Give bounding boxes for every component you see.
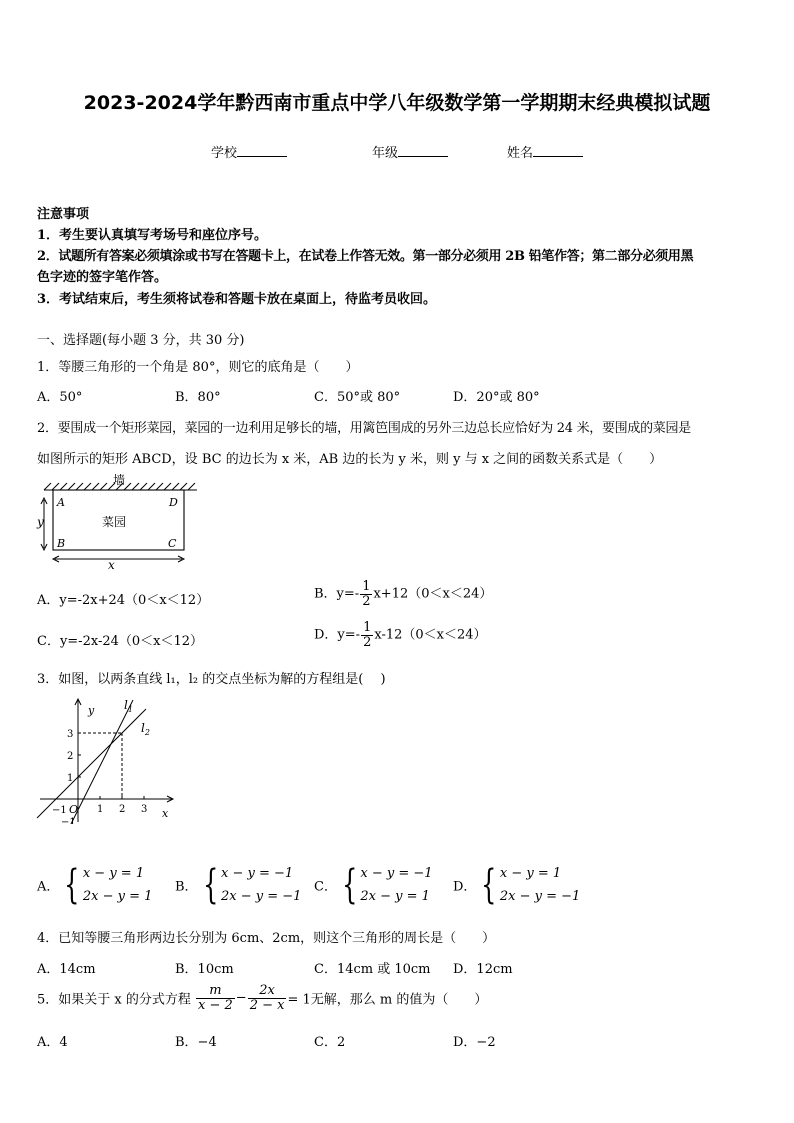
notes-heading: 注意事项 [37,207,90,222]
note-3: 3．考试结束后，考生须将试卷和答题卡放在桌面上，待监考员收回。 [37,292,437,307]
q4-stem: 4．已知等腰三角形两边长分别为 6cm、2cm，则这个三角形的周长是（ ） [37,931,496,946]
q3-stem: 3．如图，以两条直线 l₁，l₂ 的交点坐标为解的方程组是( ) [37,672,386,687]
school-label: 学校 [211,146,238,161]
q3-c-eq2: 2x − y = 1 [360,889,430,904]
l1-label: $l_1$ [124,698,133,714]
point-d-label: D [169,496,178,509]
note-2a: 2．试题所有答案必须填涂或书写在答题卡上，在试卷上作答无效。第一部分必须用 2B 铅笔作答；第二部分必须用黑 [37,249,694,264]
q4-option-d[interactable]: D．12cm [453,962,513,977]
y-length-label: y [37,515,44,529]
q1-option-a[interactable]: A．50° [37,390,83,405]
q5-option-d[interactable]: D．−2 [453,1035,496,1050]
y-tick-1: 1 [67,773,74,784]
q3-d-eq1: x − y = 1 [499,866,562,881]
q5-fraction-2: $\frac{2x}{2 - x}$ [249,983,285,1013]
q2-option-a[interactable]: A．y=-2x+24（0＜x＜12） [37,593,210,608]
name-blank[interactable] [533,144,583,157]
x-tick-1: 1 [97,804,104,815]
q2-b-suffix: x+12（0＜x＜24） [373,586,493,602]
q5-option-a[interactable]: A．4 [37,1035,68,1050]
q3-option-a[interactable]: A． { x − y = 1 2x − y = 1 [37,862,153,908]
y-tick-minus1: −1 [61,817,76,824]
q3-b-letter: B． [175,879,198,895]
q2-b-fraction: $\frac{1}{2}$ [362,579,371,609]
grade-field [372,142,448,161]
q5-option-b[interactable]: B．−4 [175,1035,217,1050]
y-tick-3: 3 [67,729,74,740]
y-axis-label: y [88,704,95,717]
q5-stem [37,984,487,1012]
q3-a-eq2: 2x − y = 1 [82,889,153,904]
q3-a-letter: A． [37,879,60,895]
grade-label: 年级 [372,146,399,161]
q1-option-d[interactable]: D．20°或 80° [453,390,540,405]
l2-label: $l_2$ [141,721,150,737]
q3-option-b[interactable]: B． { x − y = −1 2x − y = −1 [175,862,302,908]
q2-d-fraction: $\frac{1}{2}$ [363,620,372,650]
grade-blank[interactable] [398,144,448,157]
school-blank[interactable] [237,144,287,157]
x-tick-minus1: −1 [52,805,67,816]
q2-d-prefix: D．y=- [314,627,361,643]
note-1: 1．考生要认真填写考场号和座位序号。 [37,228,268,243]
q2-option-d[interactable] [314,621,487,649]
q5-fraction-1: $\frac{m}{x - 2}$ [198,983,233,1013]
section-heading: 一、选择题(每小题 3 分，共 30 分) [37,333,245,348]
q3-option-d[interactable]: D． { x − y = 1 2x − y = −1 [453,862,581,908]
q2-stem-line2: 如图所示的矩形 ABCD，设 BC 的边长为 x 米，AB 边的长为 y 米，则 y 与 x 之间的函数关系式是（ ） [37,452,663,467]
q2-b-prefix: B．y=- [314,586,360,602]
q4-option-c[interactable]: C．14cm 或 10cm [314,962,431,977]
q2-garden-figure [34,474,204,574]
garden-label: 菜园 [101,515,127,529]
line-l2 [37,709,146,818]
point-c-label: C [168,537,177,550]
q4-option-a[interactable]: A．14cm [37,962,96,977]
q1-option-c[interactable]: C．50°或 80° [314,390,401,405]
origin-label: O [69,803,79,816]
point-a-label: A [57,496,65,509]
point-b-label: B [57,537,66,550]
q1-option-b[interactable]: B．80° [175,390,221,405]
q4-option-b[interactable]: B．10cm [175,962,234,977]
q3-d-eq2: 2x − y = −1 [499,889,581,904]
q3-b-eq1: x − y = −1 [221,866,294,881]
name-label: 姓名 [507,146,534,161]
name-field [507,142,583,161]
x-tick-2: 2 [119,804,126,815]
x-axis-label: x [162,807,169,820]
q2-stem-line1: 2．要围成一个矩形菜园，菜园的一边利用足够长的墙，用篱笆围成的另外三边总长应恰好为 24 米，要围成的菜园是 [37,421,691,436]
q2-option-c[interactable]: C．y=-2x-24（0＜x＜12） [37,634,204,649]
x-tick-3: 3 [141,804,148,815]
school-field [211,142,287,161]
q3-graph-figure [34,694,184,824]
q3-d-letter: D． [453,879,477,895]
q5-stem-suffix: = 1无解，那么 m 的值为（ ） [287,992,488,1008]
page-title: 2023-2024学年黔西南市重点中学八年级数学第一学期期末经典模拟试题 [83,92,711,114]
q5-stem-prefix: 5．如果关于 x 的分式方程 [37,992,191,1008]
q2-option-b[interactable] [314,580,492,608]
q5-option-c[interactable]: C．2 [314,1035,346,1050]
q5-minus: − [235,990,247,1006]
q1-stem: 1．等腰三角形的一个角是 80°，则它的底角是（ ） [37,360,359,375]
wall-label: 墙 [112,474,126,487]
x-length-label: x [108,558,115,572]
q3-c-eq1: x − y = −1 [360,866,433,881]
q3-b-eq2: 2x − y = −1 [221,889,302,904]
note-2b: 色字迹的签字笔作答。 [37,270,168,285]
q2-d-suffix: x-12（0＜x＜24） [374,627,487,643]
q3-option-c[interactable]: C． { x − y = −1 2x − y = 1 [314,862,433,908]
q3-a-eq1: x − y = 1 [82,866,145,881]
y-tick-2: 2 [67,751,74,762]
q3-c-letter: C． [314,879,337,895]
